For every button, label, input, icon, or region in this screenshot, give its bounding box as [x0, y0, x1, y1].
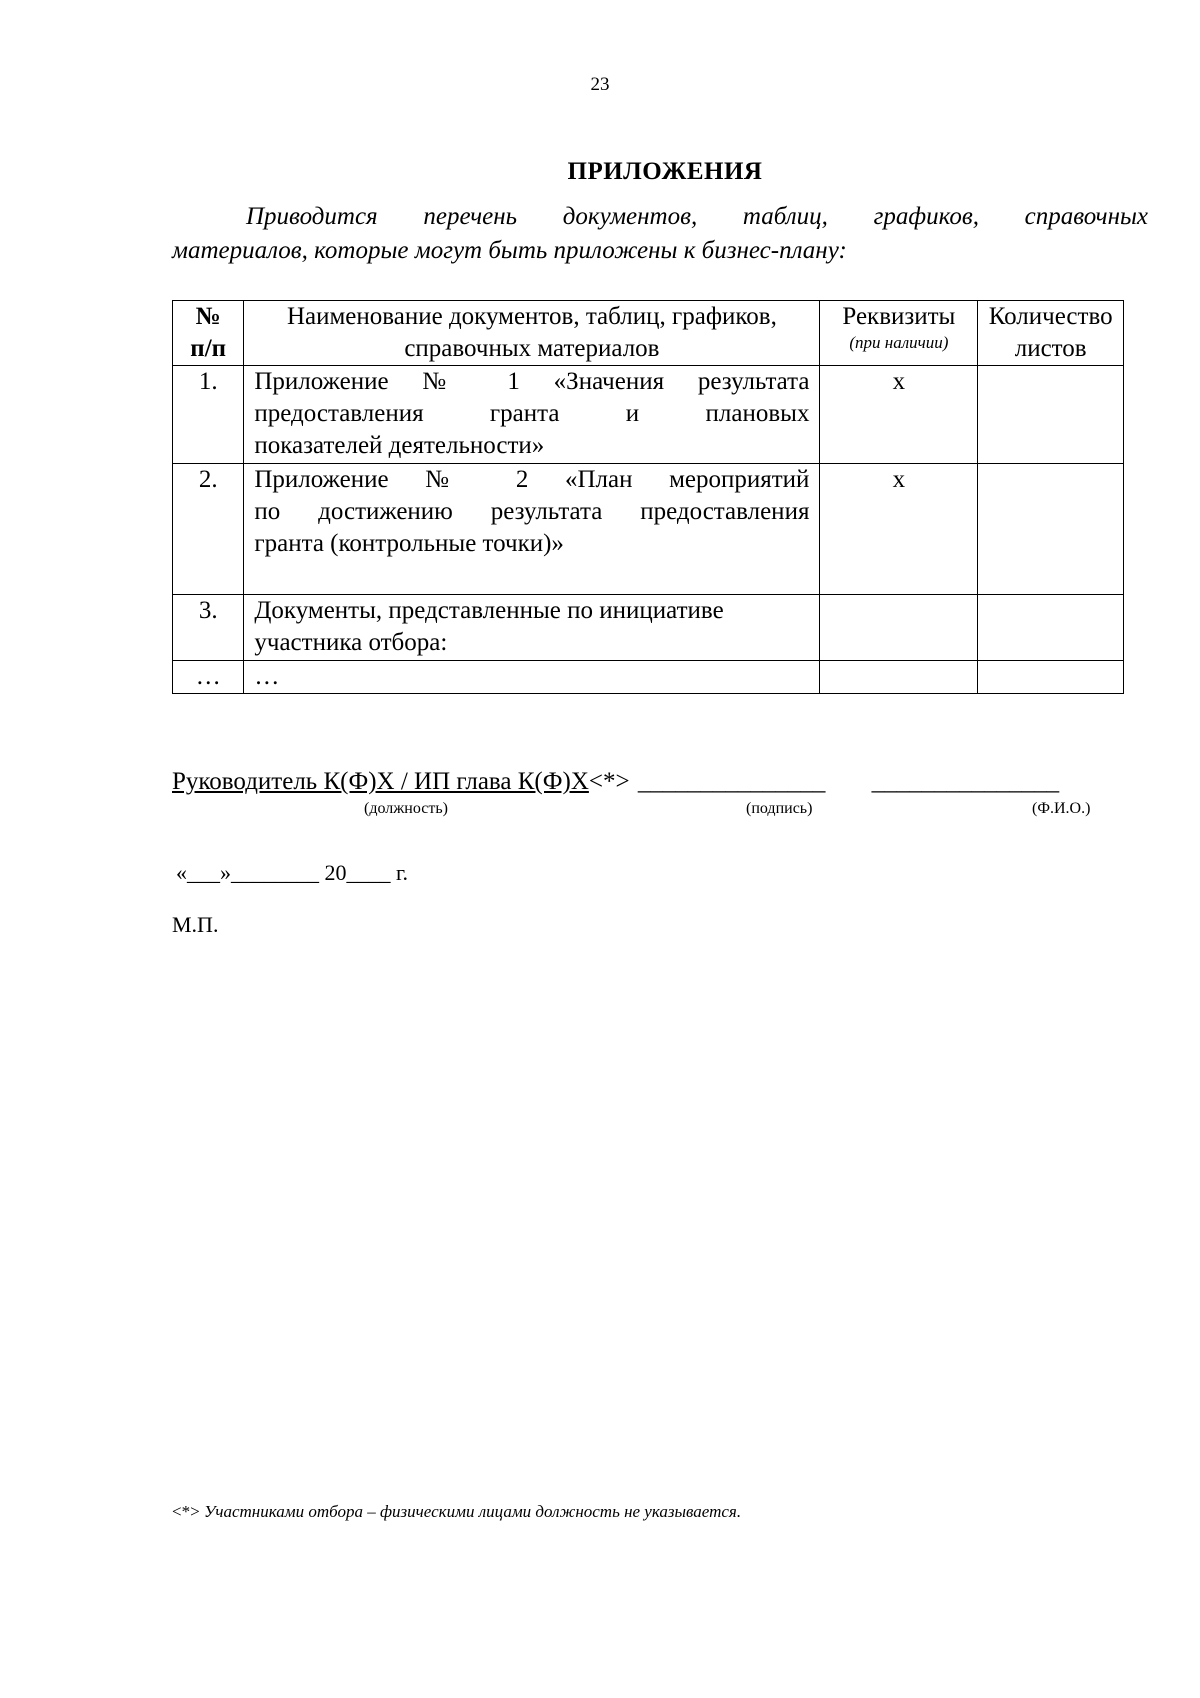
- footnote-mark: <*>: [172, 1502, 200, 1521]
- row-name: Приложение № 1 «Значения результата предоставления гранта и плановых показателей деятельности»: [244, 366, 820, 464]
- footnote-text: Участниками отбора – физическими лицами должность не указывается.: [199, 1502, 742, 1521]
- header-name: Наименование документов, таблиц, графиков, справочных материалов: [244, 301, 820, 366]
- row-number: 2.: [173, 464, 244, 595]
- table-header-row: [173, 301, 1124, 366]
- row-number: …: [173, 661, 244, 694]
- row-quantity: [978, 595, 1124, 661]
- row-requisites: х: [820, 464, 978, 595]
- row-requisites: [820, 661, 978, 694]
- row-number: 3.: [173, 595, 244, 661]
- footnote-ref: <*>: [588, 768, 630, 795]
- row-requisites: х: [820, 366, 978, 464]
- table-row: [173, 366, 1124, 464]
- table-row: [173, 464, 1124, 595]
- header-requisites-label: Реквизиты: [842, 303, 956, 330]
- signature-blank: _______________: [637, 768, 826, 795]
- header-requisites-note: (при наличии): [849, 333, 949, 352]
- row-quantity: [978, 366, 1124, 464]
- row-name: …: [244, 661, 820, 694]
- row-name: Приложение № 2 «План мероприятий по достижению результата предоставления гранта (контрольные точки)»: [244, 464, 820, 595]
- footnote: [172, 1502, 741, 1522]
- stamp-place: М.П.: [172, 912, 219, 937]
- page-number: 23: [590, 74, 610, 95]
- appendix-table: [172, 300, 1124, 694]
- caption-signature: (подпись): [746, 800, 813, 817]
- row-requisites: [820, 595, 978, 661]
- name-blank: _______________: [871, 768, 1060, 795]
- caption-name: (Ф.И.О.): [1032, 800, 1091, 817]
- table-row: [173, 595, 1124, 661]
- table-row: [173, 661, 1124, 694]
- page-title: ПРИЛОЖЕНИЯ: [567, 158, 763, 185]
- header-requisites: [820, 301, 978, 366]
- intro-line-2: материалов, которые могут быть приложены к бизнес-плану:: [172, 237, 847, 264]
- header-number: № п/п: [173, 301, 244, 366]
- signatory-role: Руководитель К(Ф)Х / ИП глава К(Ф)Х: [172, 768, 589, 795]
- row-quantity: [978, 464, 1124, 595]
- row-number: 1.: [173, 366, 244, 464]
- row-quantity: [978, 661, 1124, 694]
- intro-line-1: Приводится перечень документов, таблиц, графиков, справочных: [246, 203, 1148, 230]
- row-name: Документы, представленные по инициативе участника отбора:: [244, 595, 820, 661]
- date-line: «___»________ 20____ г.: [176, 860, 409, 885]
- intro-paragraph: [172, 200, 1148, 268]
- signature-line: [172, 768, 1059, 796]
- header-quantity: Количество листов: [978, 301, 1124, 366]
- caption-position: (должность): [364, 800, 448, 817]
